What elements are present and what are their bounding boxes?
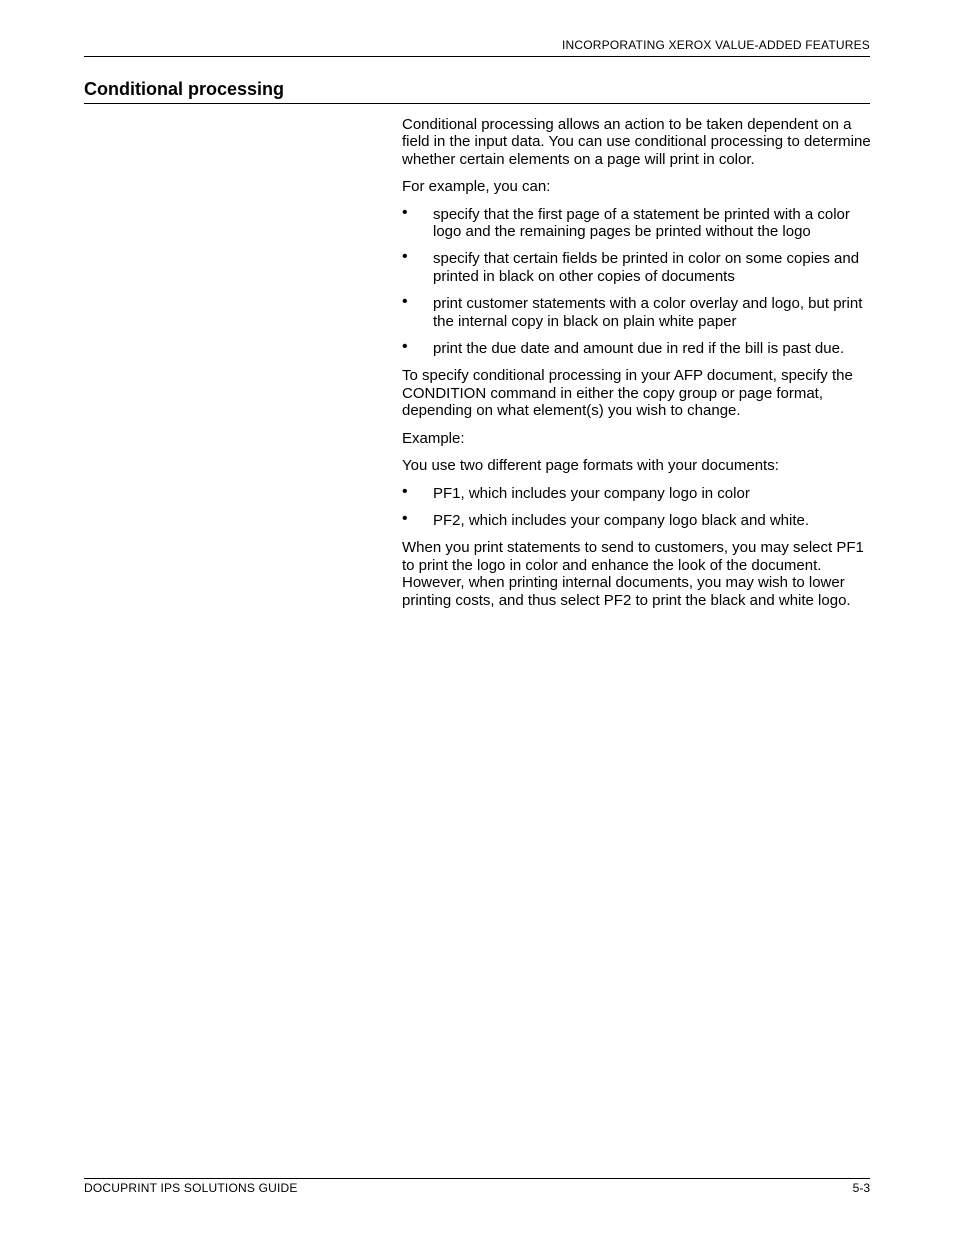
bullet-icon: • bbox=[402, 248, 408, 266]
footer-guide-title: DOCUPRINT IPS SOLUTIONS GUIDE bbox=[84, 1181, 298, 1195]
list-item-text: specify that the first page of a statement be printed with a color logo and the remaining pages be printed without the logo bbox=[433, 205, 850, 241]
closing-paragraph: When you print statements to send to customers, you may select PF1 to print the logo in color and enhance the look of the document. However, when printing internal documents, you may wish to lower printing costs, and thus select PF2 to print the black and white logo. bbox=[402, 539, 864, 609]
list-item bbox=[402, 295, 872, 330]
list-item bbox=[402, 482, 872, 502]
list-item-text: specify that certain fields be printed in color on some copies and printed in black on other copies of documents bbox=[433, 250, 860, 285]
example-label: Example: bbox=[402, 429, 465, 447]
example-lead: For example, you can: bbox=[402, 178, 551, 196]
list-item-text: PF1, which includes your company logo in color bbox=[433, 484, 750, 502]
header-rule bbox=[84, 56, 870, 57]
title-rule bbox=[84, 103, 870, 104]
formats-list bbox=[402, 482, 872, 530]
formats-lead: You use two different page formats with your documents: bbox=[402, 457, 779, 475]
list-item-text: print the due date and amount due in red if the bill is past due. bbox=[433, 340, 845, 358]
list-item-text: print customer statements with a color overlay and logo, but print the internal copy in black on plain white paper bbox=[433, 295, 863, 330]
intro-paragraph: Conditional processing allows an action to be taken dependent on a field in the input data. You can use conditional processing to determine whether certain elements on a page will print in color. bbox=[402, 116, 871, 168]
list-item bbox=[402, 203, 872, 241]
bullet-icon: • bbox=[402, 203, 408, 221]
list-item bbox=[402, 250, 872, 285]
section-title: Conditional processing bbox=[84, 79, 285, 99]
list-item bbox=[402, 340, 872, 357]
body-column bbox=[402, 116, 872, 619]
list-item-text: PF2, which includes your company logo black and white. bbox=[433, 511, 810, 529]
page-number: 5-3 bbox=[852, 1181, 870, 1195]
list-item bbox=[402, 509, 872, 529]
bullet-icon: • bbox=[402, 509, 408, 527]
example-list bbox=[402, 203, 872, 358]
bullet-icon: • bbox=[402, 293, 408, 311]
bullet-icon: • bbox=[402, 338, 408, 356]
footer-rule bbox=[84, 1178, 870, 1179]
running-header: INCORPORATING XEROX VALUE-ADDED FEATURES bbox=[561, 38, 870, 52]
bullet-icon: • bbox=[402, 482, 408, 500]
how-to-paragraph: To specify conditional processing in your AFP document, specify the CONDITION command in either the copy group or page format, depending on what element(s) you wish to change. bbox=[402, 367, 853, 420]
